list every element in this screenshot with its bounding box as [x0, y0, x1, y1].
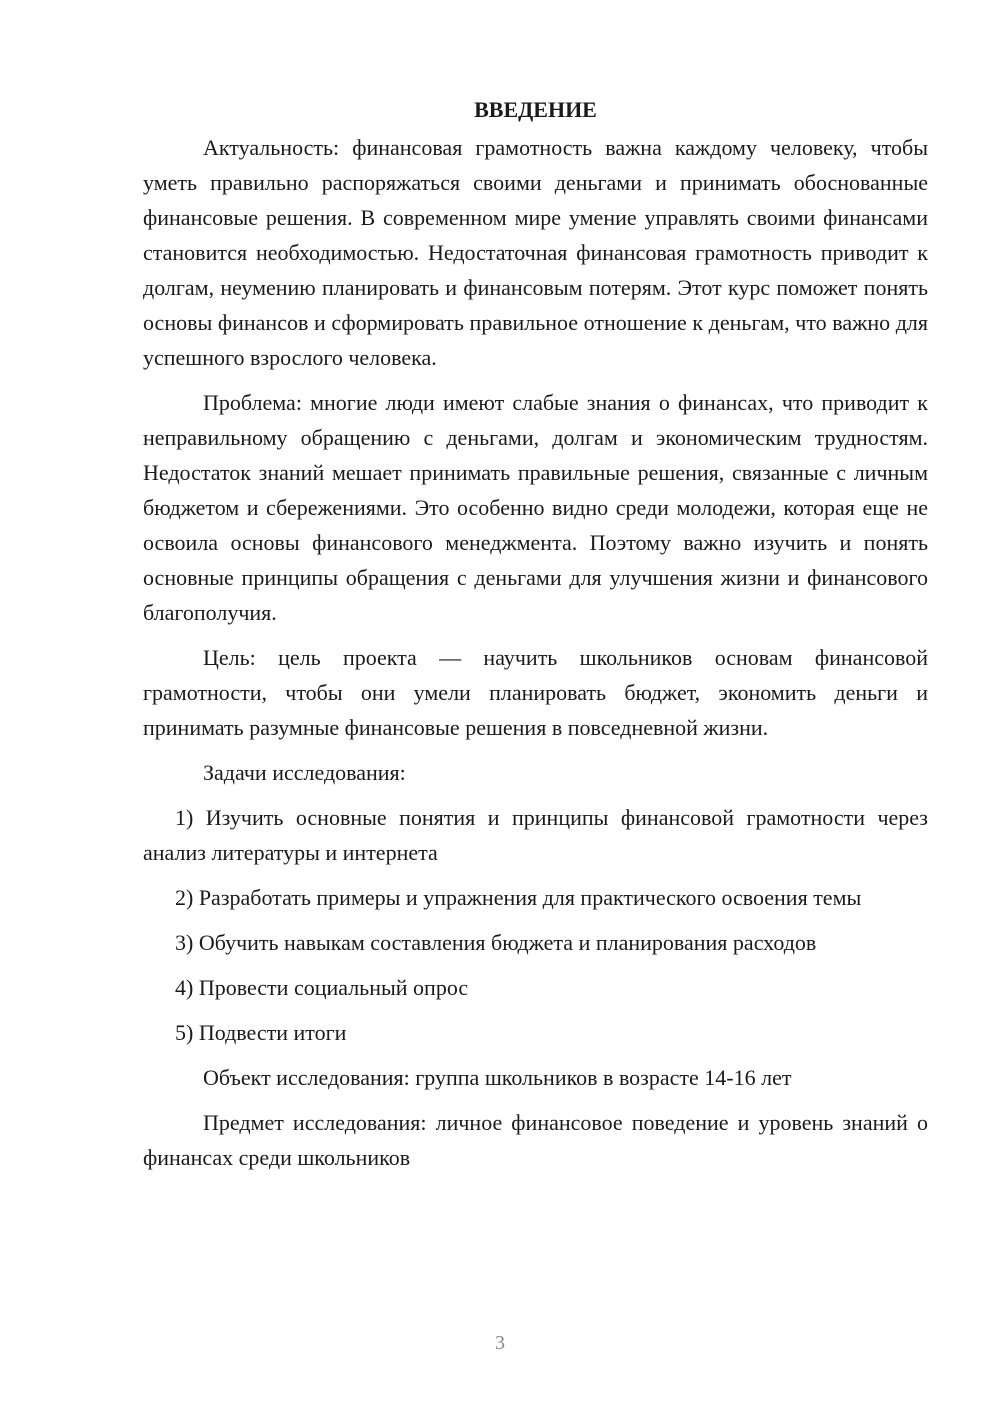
- task-item: 5) Подвести итоги: [175, 1020, 347, 1045]
- page-number: 3: [495, 1332, 505, 1354]
- task-item: 2) Разработать примеры и упражнения для практического освоения темы: [175, 885, 862, 910]
- task-item: 1) Изучить основные понятия и принципы финансовой грамотности через анализ литературы и интернета: [143, 805, 928, 865]
- object-paragraph: Объект исследования: группа школьников в возрасте 14-16 лет: [203, 1065, 792, 1090]
- task-item: 4) Провести социальный опрос: [175, 975, 469, 1000]
- subject-paragraph: Предмет исследования: личное финансовое поведение и уровень знаний о финансах среди школьников: [143, 1110, 928, 1170]
- goal-paragraph: Цель: цель проекта — научить школьников основам финансовой грамотности, чтобы они умели планировать бюджет, экономить деньги и принимать разумные финансовые решения в повседневной жизни.: [143, 645, 928, 740]
- section-title: ВВЕДЕНИЕ: [474, 97, 597, 122]
- problem-paragraph: Проблема: многие люди имеют слабые знания о финансах, что приводит к неправильному обращению с деньгами, долгам и экономическим трудностям. Недостаток знаний мешает принимать правильные решения, связанные с личным бюджетом и сбережениями. Это особенно видно среди молодежи, которая еще не освоила основы финансового менеджмента. Поэтому важно изучить и понять основные принципы обращения с деньгами для улучшения жизни и финансового благополучия.: [143, 390, 928, 625]
- tasks-heading: Задачи исследования:: [203, 760, 406, 785]
- document-page: [143, 92, 928, 1185]
- relevance-paragraph: Актуальность: финансовая грамотность важна каждому человеку, чтобы уметь правильно распоряжаться своими деньгами и принимать обоснованные финансовые решения. В современном мире умение управлять своими финансами становится необходимостью. Недостаточная финансовая грамотность приводит к долгам, неумению планировать и финансовым потерям. Этот курс поможет понять основы финансов и сформировать правильное отношение к деньгам, что важно для успешного взрослого человека.: [143, 135, 928, 370]
- task-item: 3) Обучить навыкам составления бюджета и планирования расходов: [175, 930, 817, 955]
